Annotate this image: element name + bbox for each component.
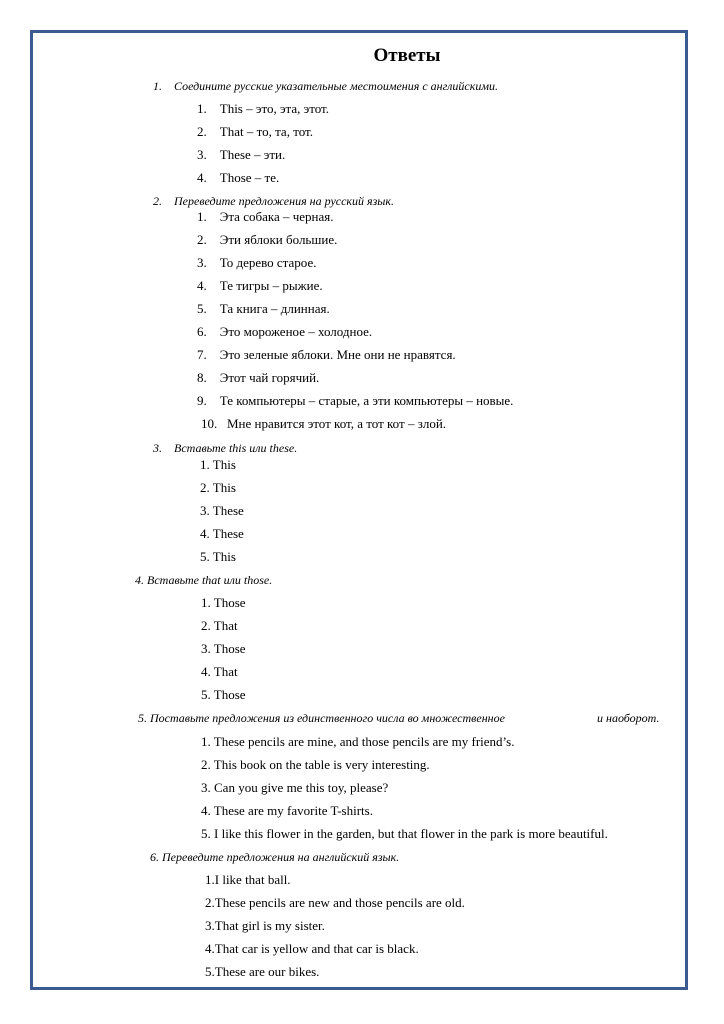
list-item: 4. That (201, 664, 238, 679)
list-item: 2. This book on the table is very interesting. (201, 757, 430, 772)
section-number: 6. (150, 850, 159, 864)
section-heading-text: Переведите предложения на английский язык. (162, 850, 400, 864)
list-item: 1. This (200, 457, 236, 472)
list-item: 4. Те тигры – рыжие. (197, 278, 323, 293)
list-item: 5. Those (201, 687, 246, 702)
section-6-heading (150, 849, 399, 865)
list-item: 2. That (201, 618, 238, 633)
list-item: 1. This – это, эта, этот. (197, 101, 330, 116)
list-item: 5. Та книга – длинная. (197, 301, 330, 316)
list-item: 7. Это зеленые яблоки. Мне они не нравятся. (197, 347, 456, 362)
section-5-heading (138, 710, 505, 726)
list-item: 2. Эти яблоки большие. (197, 232, 338, 247)
section-heading-text: Вставьте this или these. (174, 441, 298, 455)
list-item: 4. These (200, 526, 244, 541)
list-item: 3. Those (201, 641, 246, 656)
list-item: 6. Это мороженое – холодное. (197, 324, 373, 339)
section-5-heading-tail: и наоборот. (597, 711, 660, 725)
page-border (30, 30, 688, 990)
section-heading-text: Вставьте that или those. (147, 573, 273, 587)
list-item: 2. This (200, 480, 236, 495)
section-number: 2. (153, 194, 162, 208)
section-heading-text: Поставьте предложения из единственного числа во множественное (150, 711, 505, 725)
list-item: 1. These pencils are mine, and those pencils are my friend’s. (201, 734, 515, 749)
list-item: 3. These (200, 503, 244, 518)
section-heading-text: Переведите предложения на русский язык. (174, 194, 395, 208)
page-title: Ответы (373, 45, 441, 66)
list-item: 1. Those (201, 595, 246, 610)
section-number: 4. (135, 573, 144, 587)
section-2-heading (153, 193, 394, 209)
section-heading-text: Соедините русские указательные местоимения с английскими. (174, 79, 498, 93)
list-item: 9. Те компьютеры – старые, а эти компьютеры – новые. (197, 393, 514, 408)
list-item: 10. Мне нравится этот кот, а тот кот – злой. (201, 416, 447, 431)
section-number: 3. (153, 441, 162, 455)
section-number: 1. (153, 79, 162, 93)
list-item: 3. То дерево старое. (197, 255, 317, 270)
section-3-heading (153, 440, 297, 456)
section-4-heading (135, 572, 272, 588)
list-item: 8. Этот чай горячий. (197, 370, 320, 385)
section-number: 5. (138, 711, 147, 725)
list-item: 1. Эта собака – черная. (197, 209, 334, 224)
list-item: 3.That girl is my sister. (205, 918, 325, 933)
list-item: 5. This (200, 549, 236, 564)
list-item: 2. That – то, та, тот. (197, 124, 313, 139)
list-item: 4. Those – те. (197, 170, 280, 185)
list-item: 1.I like that ball. (205, 872, 291, 887)
list-item: 5. I like this flower in the garden, but that flower in the park is more beautiful. (201, 826, 608, 841)
list-item: 5.These are our bikes. (205, 964, 320, 979)
list-item: 4.That car is yellow and that car is black. (205, 941, 419, 956)
section-1-heading (153, 78, 498, 94)
list-item: 3. Can you give me this toy, please? (201, 780, 389, 795)
list-item: 3. These – эти. (197, 147, 286, 162)
list-item: 4. These are my favorite T-shirts. (201, 803, 373, 818)
list-item: 2.These pencils are new and those pencils are old. (205, 895, 465, 910)
